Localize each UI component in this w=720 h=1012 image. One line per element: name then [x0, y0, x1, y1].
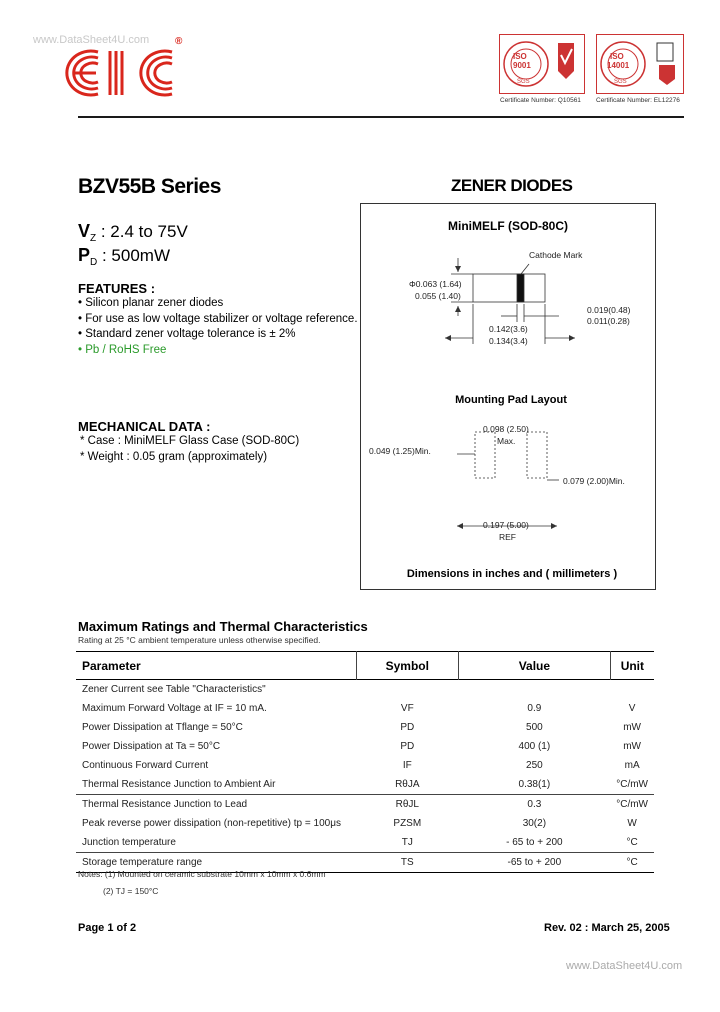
table-row: Power Dissipation at Tflange = 50°C PD 500 mW [82, 722, 641, 733]
table-row: Peak reverse power dissipation (non-repetitive) tp = 100μs PZSM 30(2) W [82, 818, 637, 829]
header-unit: Unit [610, 652, 654, 680]
pad-gap: 0.079 (2.00)Min. [563, 476, 625, 486]
table-row: Thermal Resistance Junction to Ambient Air RθJA 0.38(1) °C/mW [76, 775, 654, 795]
mechanical-heading: MECHANICAL DATA : [78, 419, 211, 434]
header-divider [78, 116, 684, 118]
registered-mark: ® [175, 36, 183, 47]
feature-item: • Standard zener voltage tolerance is ± 2% [78, 328, 296, 341]
vz-spec: $V_Z$ : 2.4 to 75V [78, 221, 188, 244]
header-symbol: Symbol [356, 652, 458, 680]
product-title: BZV55B Series [78, 175, 221, 198]
table-header-row [76, 652, 654, 680]
ratings-note-1: Notes: (1) Mounted on ceramic substrate 10mm x 10mm x 0.6mm [78, 869, 326, 879]
pad-ref: REF [499, 532, 516, 542]
pd-spec: $P_D$ : 500mW [78, 245, 171, 268]
header-value: Value [459, 652, 611, 680]
ratings-note-2: (2) TJ = 150°C [103, 886, 159, 896]
feature-item: • For use as low voltage stabilizer or voltage reference. [78, 312, 358, 325]
table-row: Junction temperature TJ - 65 to + 200 °C [76, 833, 654, 853]
table-row: Maximum Forward Voltage at IF = 10 mA. VF 0.9 V [82, 703, 636, 714]
mechanical-list [80, 434, 299, 465]
iso14001-certificate: ISO 14001 SGS [596, 34, 684, 94]
table-row: Thermal Resistance Junction to Lead RθJL 0.3 °C/mW [82, 799, 648, 810]
band-min: 0.011(0.28) [587, 316, 630, 326]
pad-width-max: Max. [497, 436, 516, 446]
cathode-mark-label: Cathode Mark [529, 250, 583, 260]
table-row: Power Dissipation at Ta = 50°C PD 400 (1) mW [82, 741, 641, 752]
page-number: Page 1 of 2 [78, 922, 137, 934]
watermark-top: www.DataSheet4U.com [33, 34, 150, 46]
revision: Rev. 02 : March 25, 2005 [544, 922, 670, 934]
iso14001-cert-number: Certificate Number: EL12276 [596, 97, 680, 104]
features-heading: FEATURES : [78, 281, 156, 296]
ratings-table [76, 651, 654, 873]
table-row: Storage temperature range TS -65 to + 200 °C [76, 853, 654, 873]
features-list [78, 296, 358, 358]
length-max: 0.142(3.6) [489, 324, 528, 334]
product-category: ZENER DIODES [451, 176, 573, 195]
length-min: 0.134(3.4) [489, 336, 528, 346]
mechanical-item: * Weight : 0.05 gram (approximately) [80, 450, 268, 463]
diameter-max: Φ0.063 (1.64) [409, 279, 462, 289]
feature-item-rohs: • Pb / RoHS Free [78, 343, 167, 356]
diameter-min: 0.055 (1.40) [415, 291, 461, 301]
ratings-heading: Maximum Ratings and Thermal Characteristics [78, 619, 368, 634]
eic-logo-icon [60, 42, 190, 104]
package-title: MiniMELF (SOD-80C) [448, 219, 568, 233]
pad-width: 0.098 (2.50) [483, 424, 529, 434]
ratings-subheading: Rating at 25 °C ambient temperature unless otherwise specified. [78, 635, 321, 645]
pad-height: 0.049 (1.25)Min. [369, 446, 431, 456]
iso9001-cert-number: Certificate Number: Q10561 [500, 97, 581, 104]
table-row: Continuous Forward Current IF 250 mA [82, 760, 640, 771]
dimensions-caption: Dimensions in inches and ( millimeters ) [406, 568, 618, 580]
band-max: 0.019(0.48) [587, 305, 631, 315]
feature-item: • Silicon planar zener diodes [78, 297, 224, 309]
table-row: Zener Current see Table "Characteristics" [82, 684, 266, 695]
pad-ref-size: 0.197 (5.00) [483, 520, 529, 530]
iso9001-certificate: ISO 9001 SGS [499, 34, 585, 94]
mechanical-item: * Case : MiniMELF Glass Case (SOD-80C) [80, 435, 300, 447]
header-parameter: Parameter [82, 658, 141, 673]
pad-layout-title: Mounting Pad Layout [455, 394, 567, 406]
watermark-bottom: www.DataSheet4U.com [566, 960, 683, 972]
package-diagram-box [360, 203, 656, 590]
